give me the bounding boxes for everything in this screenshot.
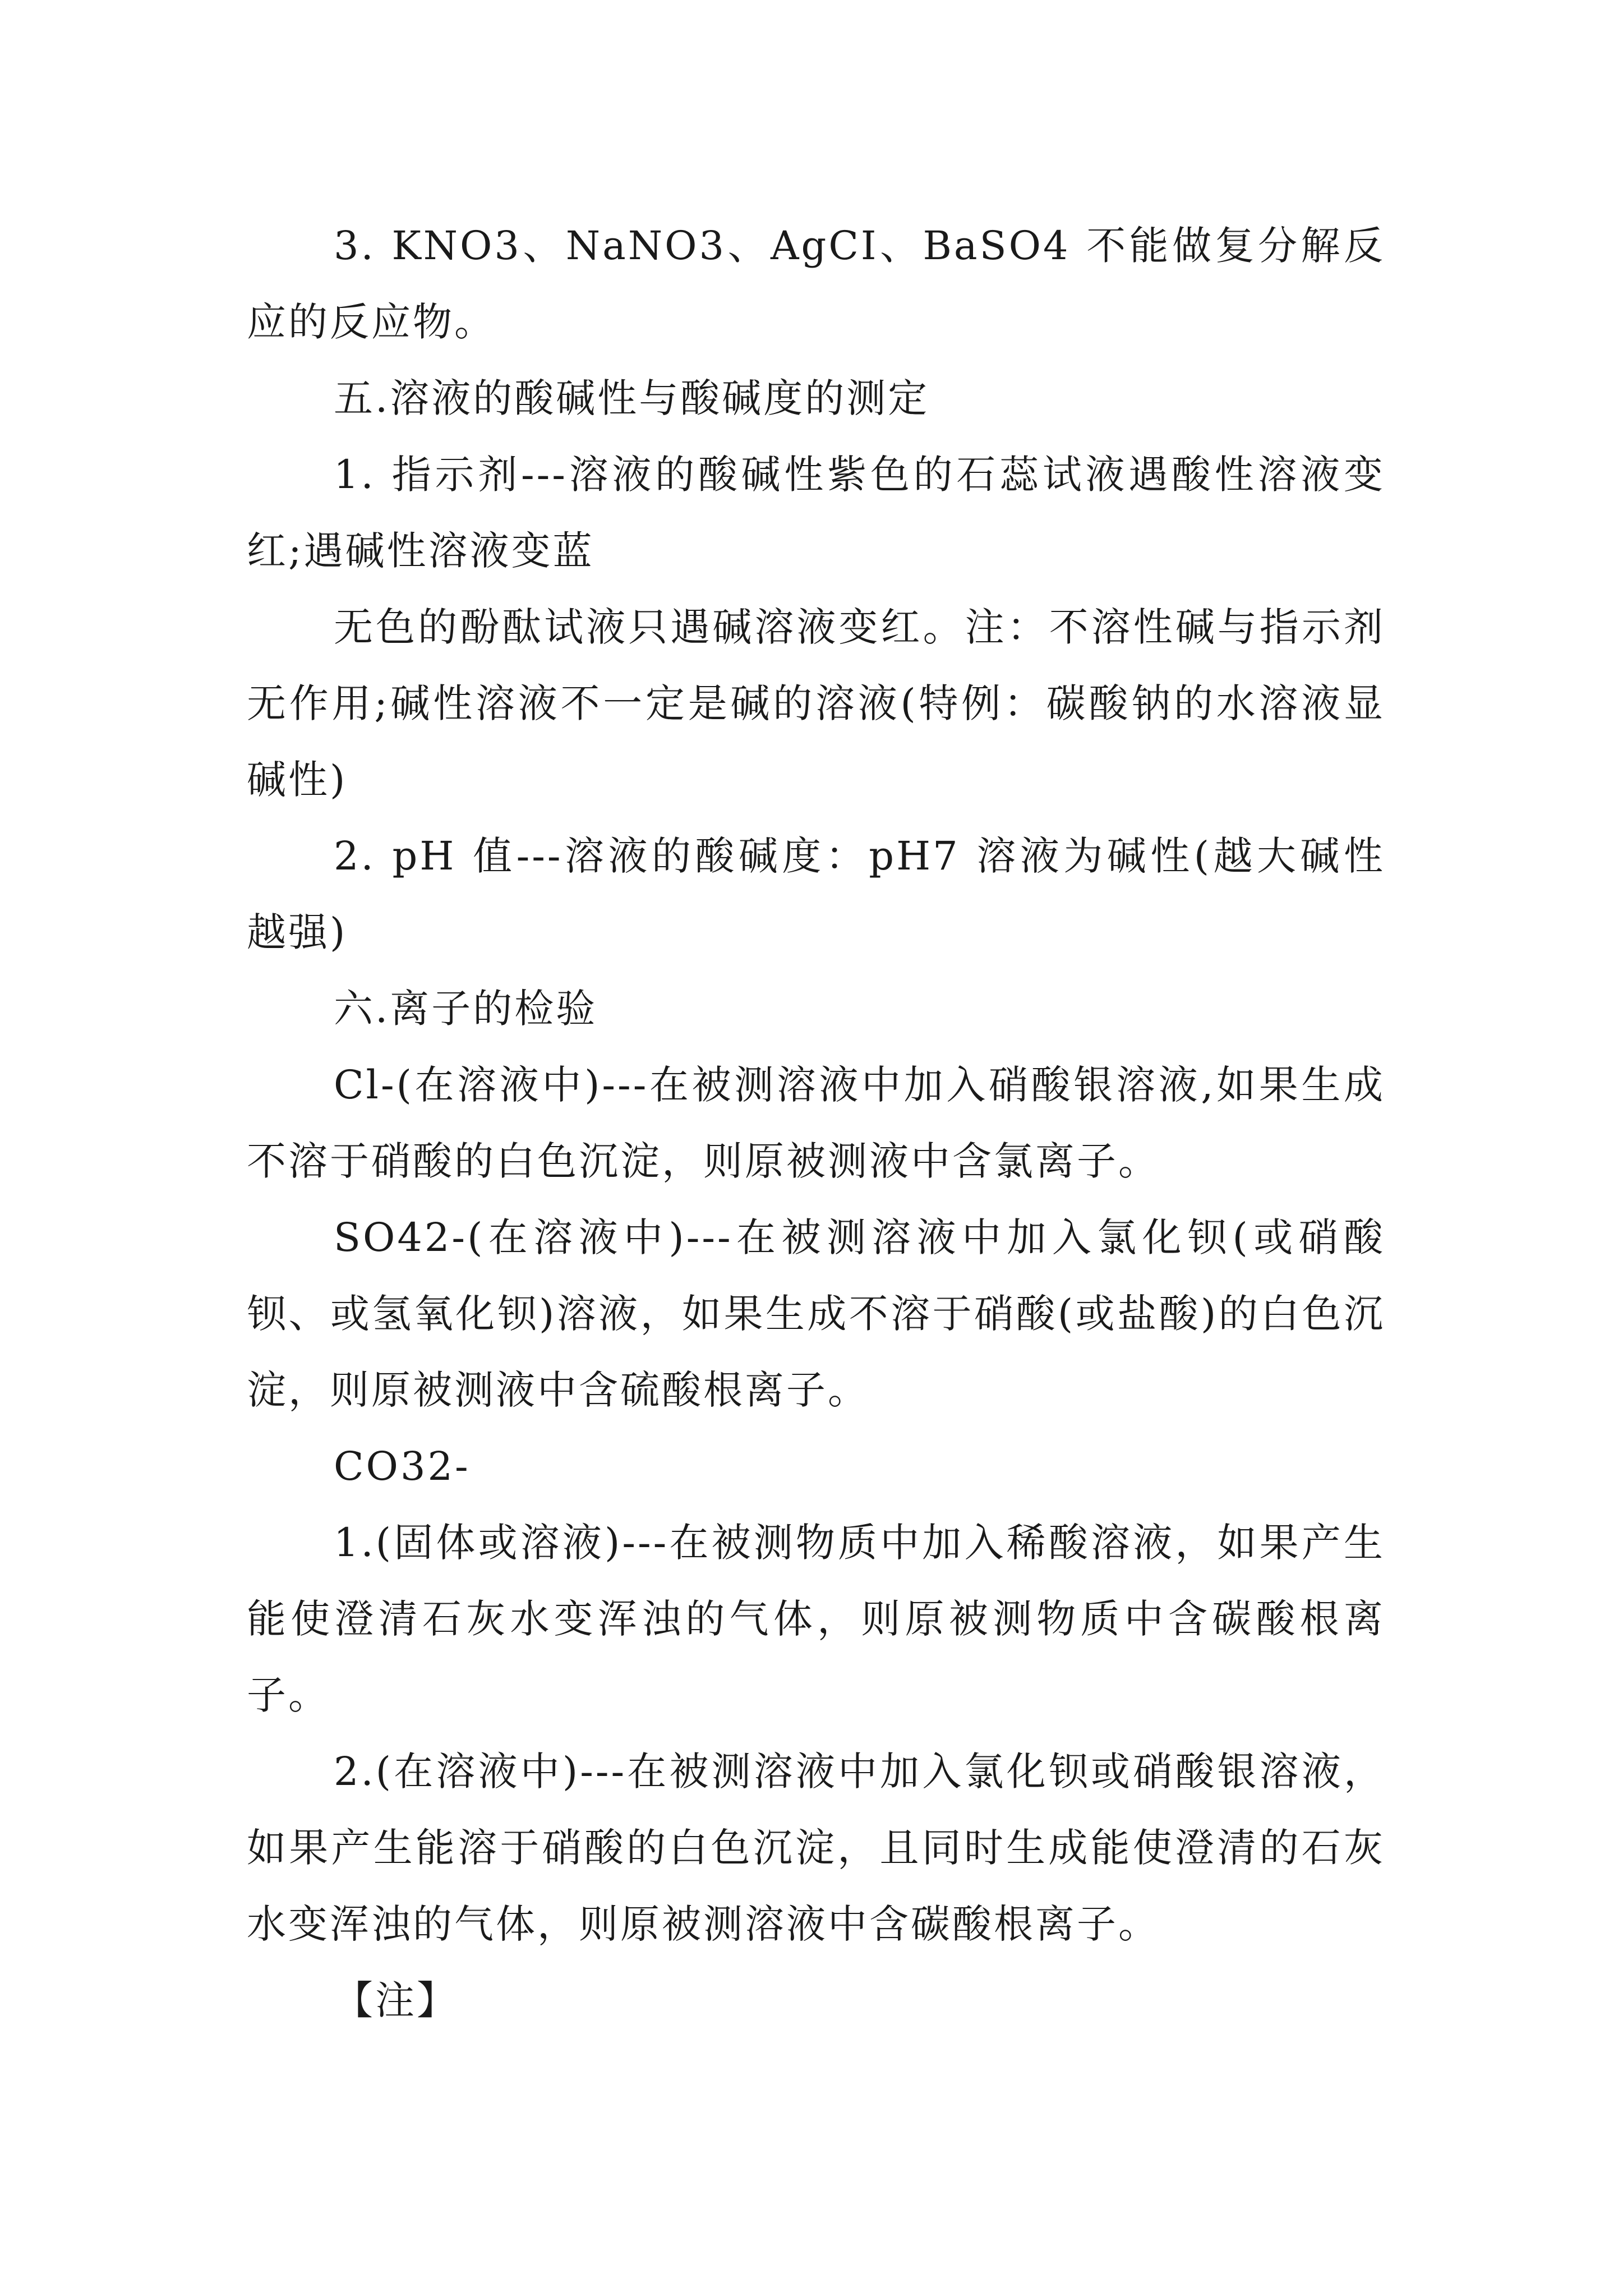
paragraph-ph-value: 2. pH 值---溶液的酸碱度：pH7 溶液为碱性(越大碱性越强): [247, 833, 1385, 955]
paragraph-sulfate-test: SO42-(在溶液中)---在被测溶液中加入氯化钡(或硝酸钡、或氢氧化钡)溶液，如果生成不溶于硝酸(或盐酸)的白色沉淀，则原被测液中含硫酸根离子。: [247, 1214, 1385, 1413]
paragraph-item-3: 3. KNO3、NaNO3、AgCI、BaSO4 不能做复分解反应的反应物。: [247, 223, 1385, 345]
document-body: [247, 208, 1385, 2039]
paragraph-chloride-test: Cl-(在溶液中)---在被测溶液中加入硝酸银溶液,如果生成不溶于硝酸的白色沉淀，则原被测液中含氯离子。: [247, 1062, 1385, 1184]
section-heading-5: 五.溶液的酸碱性与酸碱度的测定: [334, 375, 930, 421]
paragraph-phenolphthalein: 无色的酚酞试液只遇碱溶液变红。注：不溶性碱与指示剂无作用;碱性溶液不一定是碱的溶液(特例：碳酸钠的水溶液显碱性): [247, 604, 1385, 803]
section-heading-6: 六.离子的检验: [334, 986, 598, 1032]
paragraph-carbonate-heading: CO32-: [334, 1443, 471, 1489]
paragraph-carbonate-test-2: 2.(在溶液中)---在被测溶液中加入氯化钡或硝酸银溶液，如果产生能溶于硝酸的白色沉淀，且同时生成能使澄清的石灰水变浑浊的气体，则原被测溶液中含碳酸根离子。: [247, 1749, 1385, 1947]
paragraph-carbonate-test-1: 1.(固体或溶液)---在被测物质中加入稀酸溶液，如果产生能使澄清石灰水变浑浊的气体，则原被测物质中含碳酸根离子。: [247, 1520, 1385, 1718]
note-heading: 【注】: [334, 1977, 458, 2023]
paragraph-indicator: 1. 指示剂---溶液的酸碱性紫色的石蕊试液遇酸性溶液变红;遇碱性溶液变蓝: [247, 452, 1385, 574]
